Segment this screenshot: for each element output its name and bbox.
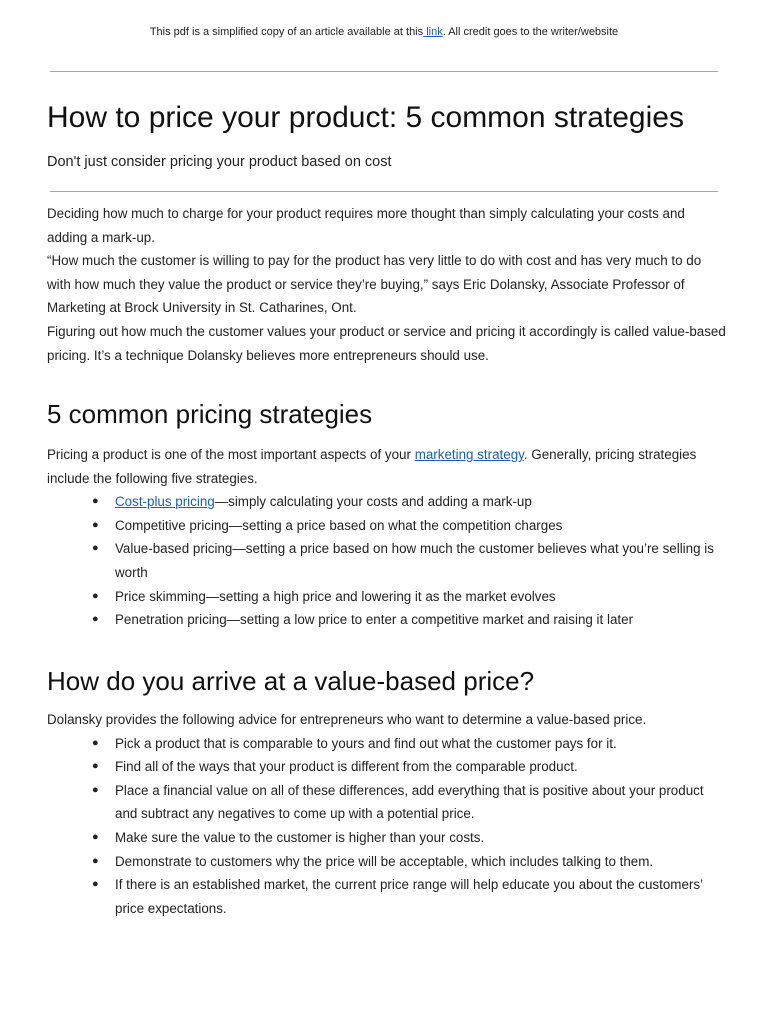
list-item-text: Pick a product that is comparable to yours and find out what the customer pays for it. xyxy=(115,735,617,751)
intro-paragraph: Figuring out how much the customer values your product or service and pricing it accordingly is called value-based pricing. It’s a technique Dolansky believes more entrepreneurs should use. xyxy=(47,323,726,363)
top-divider xyxy=(50,71,718,72)
list-item-text: —simply calculating your costs and adding a mark-up xyxy=(214,494,532,510)
list-item-text: If there is an established market, the current price range will help educate you about the customers’ price expectations. xyxy=(115,877,703,916)
list-item-text: Penetration pricing—setting a low price to enter a competitive market and raising it later xyxy=(115,612,634,628)
bullet-icon: ● xyxy=(92,542,99,555)
list-item xyxy=(47,585,727,609)
source-notice-prefix: This pdf is a simplified copy of an article available at this xyxy=(149,26,424,38)
bullet-icon: ● xyxy=(92,830,99,843)
list-item xyxy=(47,850,727,874)
value-list xyxy=(47,732,727,921)
source-notice xyxy=(0,25,768,39)
strategies-lead-after: . Generally, pricing strategies include the following five strategies. xyxy=(47,447,697,486)
bullet-icon: ● xyxy=(92,589,99,602)
list-item xyxy=(47,537,727,584)
intro-paragraph: Deciding how much to charge for your product requires more thought than simply calculating your costs and adding a mark-up. xyxy=(47,206,685,245)
list-item-text: Place a financial value on all of these differences, add everything that is positive about your product and subtract any negatives to come up with a potential price. xyxy=(115,782,704,822)
marketing-strategy-link[interactable]: marketing strategy xyxy=(414,447,524,462)
strategies-section xyxy=(47,443,727,632)
bullet-icon: ● xyxy=(92,854,99,867)
bullet-icon: ● xyxy=(92,495,99,508)
list-item-text: Value-based pricing—setting a price based on how much the customer believes what you’re selling is worth xyxy=(115,541,714,580)
bullet-icon: ● xyxy=(92,878,99,891)
article-title: How to price your product: 5 common strategies xyxy=(47,101,684,134)
subtitle-divider xyxy=(50,191,718,192)
bullet-icon: ● xyxy=(92,736,99,749)
source-notice-suffix: . All credit goes to the writer/website xyxy=(442,26,619,38)
strategies-lead-before: Pricing a product is one of the most important aspects of your xyxy=(47,447,415,462)
strategies-lead xyxy=(47,443,727,490)
list-item xyxy=(47,826,727,850)
value-heading: How do you arrive at a value-based price? xyxy=(47,666,535,696)
strategies-heading: 5 common pricing strategies xyxy=(47,399,373,429)
list-item-text: Demonstrate to customers why the price will be acceptable, which includes talking to them. xyxy=(115,853,654,869)
cost-plus-pricing-link[interactable]: Cost-plus pricing xyxy=(115,494,215,510)
list-item xyxy=(47,755,727,779)
value-lead: Dolansky provides the following advice for entrepreneurs who want to determine a value-based price. xyxy=(47,712,647,727)
strategies-list xyxy=(47,490,727,632)
bullet-icon: ● xyxy=(92,783,99,796)
value-section xyxy=(47,708,727,920)
bullet-icon: ● xyxy=(92,760,99,773)
list-item xyxy=(47,873,727,920)
list-item-text: Find all of the ways that your product is different from the comparable product. xyxy=(115,759,578,775)
bullet-icon: ● xyxy=(92,613,99,626)
list-item-text: Make sure the value to the customer is higher than your costs. xyxy=(115,829,485,845)
list-item xyxy=(47,732,727,756)
intro-section xyxy=(47,202,727,367)
source-link[interactable]: link xyxy=(423,26,443,38)
list-item-text: Price skimming—setting a high price and lowering it as the market evolves xyxy=(115,588,556,604)
list-item xyxy=(47,490,727,514)
intro-paragraph: “How much the customer is willing to pay for the product has very little to do with cost and has very much to do with how much they value the product or service they’re buying,” says Eric Dolansky, Associate Professor of Marketing at Brock University in St. Catharines, Ont. xyxy=(47,253,702,316)
list-item xyxy=(47,779,727,826)
bullet-icon: ● xyxy=(92,518,99,531)
list-item-text: Competitive pricing—setting a price based on what the competition charges xyxy=(115,517,563,533)
list-item xyxy=(47,514,727,538)
list-item xyxy=(47,608,727,632)
article-subtitle: Don't just consider pricing your product based on cost xyxy=(47,154,392,170)
